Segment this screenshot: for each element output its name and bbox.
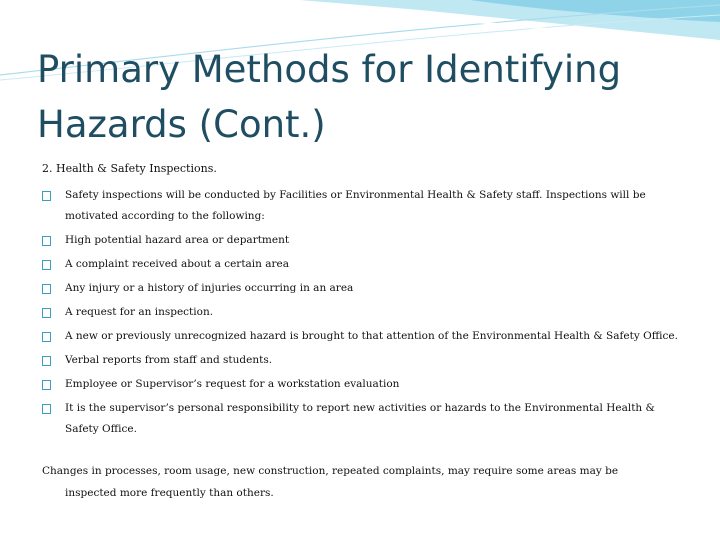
- bullet-text: Safety inspections will be conducted by Facilities or Environmental Health & Safety staff. Inspections will be motivated according to the following:: [65, 189, 646, 222]
- bullet-text: Any injury or a history of injuries occurring in an area: [65, 282, 354, 294]
- bullet-text: A request for an inspection.: [65, 306, 214, 318]
- list-item: [42, 326, 682, 347]
- bullet-box-icon: [42, 332, 51, 342]
- note-line-1: Changes in processes, room usage, new construction, repeated complaints, may require some areas may be: [42, 465, 619, 477]
- bullet-box-icon: [42, 356, 51, 366]
- bullet-box-icon: [42, 260, 51, 270]
- list-item: [42, 374, 682, 395]
- closing-note: [42, 460, 682, 504]
- list-item: [42, 230, 682, 251]
- bullet-text: A new or previously unrecognized hazard is brought to that attention of the Environmental Health & Safety Office.: [65, 330, 678, 342]
- list-item: [42, 254, 682, 275]
- bullet-box-icon: [42, 236, 51, 246]
- list-item: [42, 278, 682, 299]
- bullet-text: Employee or Supervisor’s request for a workstation evaluation: [65, 378, 400, 390]
- section-heading: 2. Health & Safety Inspections.: [42, 162, 217, 175]
- bullet-box-icon: [42, 284, 51, 294]
- bullet-text: It is the supervisor’s personal responsibility to report new activities or hazards to the Environmental Health & Safety Office.: [65, 402, 655, 435]
- bullet-text: Verbal reports from staff and students.: [65, 354, 273, 366]
- note-line-2: inspected more frequently than others.: [65, 487, 274, 499]
- bullet-text: High potential hazard area or department: [65, 234, 290, 246]
- list-item: [42, 302, 682, 323]
- slide-content: [42, 162, 682, 515]
- list-item: [42, 398, 682, 440]
- bullet-box-icon: [42, 380, 51, 390]
- list-item: [42, 185, 682, 227]
- slide-title: Primary Methods for Identifying Hazards (Cont.): [37, 48, 622, 146]
- bullet-box-icon: [42, 404, 51, 414]
- bullet-list: [42, 185, 682, 440]
- bullet-box-icon: [42, 308, 51, 318]
- bullet-box-icon: [42, 191, 51, 201]
- bullet-text: A complaint received about a certain area: [65, 258, 290, 270]
- list-item: [42, 350, 682, 371]
